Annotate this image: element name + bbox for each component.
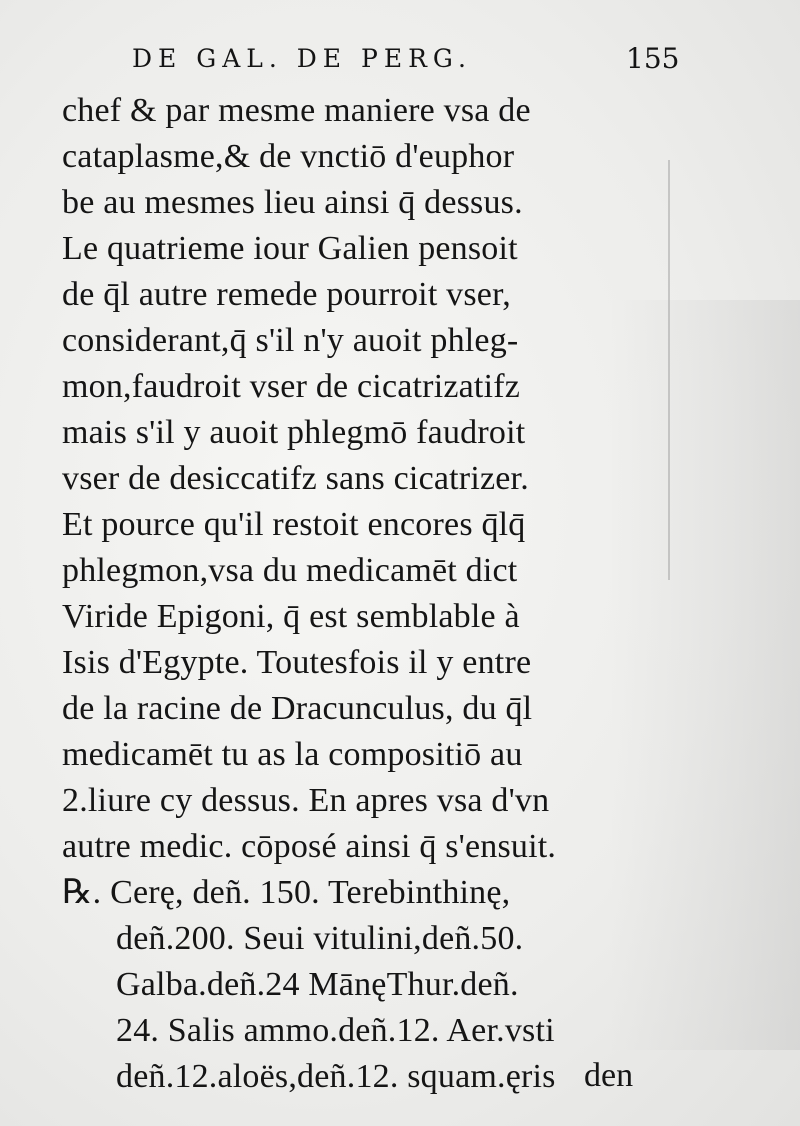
- text-line: chef & par mesme maniere vsa de: [62, 92, 531, 129]
- text-line: mon,faudroit vser de cicatrizatifz: [62, 368, 521, 405]
- recipe-line: Galba.deñ.24 MānęThur.deñ.: [116, 966, 519, 1003]
- text-line: vser de desiccatifz sans cicatrizer.: [62, 460, 529, 497]
- text-line: de la racine de Dracunculus, du q̄l: [62, 690, 533, 727]
- recipe-line: ℞. Cerę, deñ. 150. Terebinthinę,: [62, 874, 511, 911]
- catchword: den: [584, 1057, 634, 1094]
- body-text: [62, 88, 662, 1100]
- text-line: be au mesmes lieu ainsi q̄ dessus.: [62, 184, 523, 221]
- text-line: considerant,q̄ s'il n'y auoit phleg-: [62, 322, 519, 359]
- text-line: de q̄l autre remede pourroit vser,: [62, 276, 511, 313]
- page-number: 155: [626, 42, 680, 75]
- recipe-line: 24. Salis ammo.deñ.12. Aer.vsti: [116, 1012, 555, 1049]
- text-line: phlegmon,vsa du medicamēt dict: [62, 552, 518, 589]
- text-line: Viride Epigoni, q̄ est semblable à: [62, 598, 520, 635]
- running-head: DE GAL. DE PERG.: [132, 44, 472, 73]
- recipe-line: deñ.200. Seui vitulini,deñ.50.: [116, 920, 524, 957]
- text-line: autre medic. cōposé ainsi q̄ s'ensuit.: [62, 828, 557, 865]
- text-line: cataplasme,& de vnctiō d'euphor: [62, 138, 515, 175]
- text-line: Isis d'Egypte. Toutesfois il y entre: [62, 644, 532, 681]
- recipe-line: deñ.12.aloës,deñ.12. squam.ęris: [116, 1058, 556, 1095]
- text-line: Le quatrieme iour Galien pensoit: [62, 230, 518, 267]
- text-line: 2.liure cy dessus. En apres vsa d'vn: [62, 782, 550, 819]
- page-edge-shadow: [668, 160, 670, 580]
- text-line: medicamēt tu as la compositiō au: [62, 736, 523, 773]
- text-line: mais s'il y auoit phlegmō faudroit: [62, 414, 526, 451]
- text-line: Et pource qu'il restoit encores q̄lq̄: [62, 506, 526, 543]
